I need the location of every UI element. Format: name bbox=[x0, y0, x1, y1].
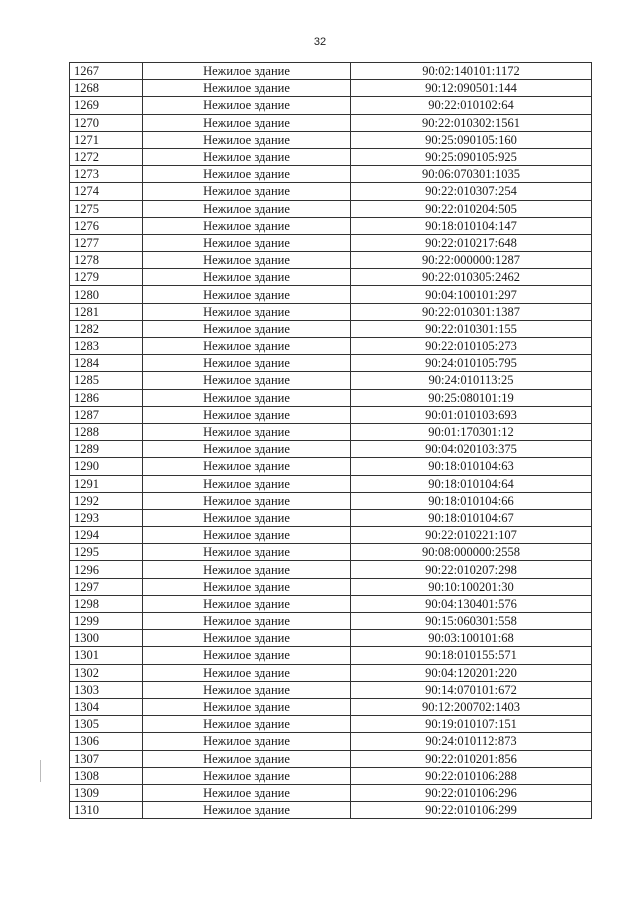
row-number-cell: 1300 bbox=[70, 630, 143, 647]
object-type-cell: Нежилое здание bbox=[143, 733, 351, 750]
row-number-cell: 1306 bbox=[70, 733, 143, 750]
table-row bbox=[70, 544, 592, 561]
cadastral-number-cell: 90:22:010102:64 bbox=[351, 97, 592, 114]
cadastral-number-cell: 90:22:010301:155 bbox=[351, 320, 592, 337]
object-type-cell: Нежилое здание bbox=[143, 630, 351, 647]
table-row bbox=[70, 458, 592, 475]
cadastral-number-cell: 90:02:140101:1172 bbox=[351, 63, 592, 80]
object-type-cell: Нежилое здание bbox=[143, 114, 351, 131]
object-type-cell: Нежилое здание bbox=[143, 664, 351, 681]
object-type-cell: Нежилое здание bbox=[143, 355, 351, 372]
cadastral-number-cell: 90:04:120201:220 bbox=[351, 664, 592, 681]
table-row bbox=[70, 561, 592, 578]
object-type-cell: Нежилое здание bbox=[143, 716, 351, 733]
row-number-cell: 1280 bbox=[70, 286, 143, 303]
table-row bbox=[70, 80, 592, 97]
table-row bbox=[70, 183, 592, 200]
row-number-cell: 1289 bbox=[70, 441, 143, 458]
cadastral-number-cell: 90:01:010103:693 bbox=[351, 406, 592, 423]
table-row bbox=[70, 784, 592, 801]
cadastral-number-cell: 90:22:010305:2462 bbox=[351, 269, 592, 286]
row-number-cell: 1291 bbox=[70, 475, 143, 492]
object-type-cell: Нежилое здание bbox=[143, 423, 351, 440]
object-type-cell: Нежилое здание bbox=[143, 269, 351, 286]
row-number-cell: 1305 bbox=[70, 716, 143, 733]
row-number-cell: 1304 bbox=[70, 698, 143, 715]
object-type-cell: Нежилое здание bbox=[143, 561, 351, 578]
object-type-cell: Нежилое здание bbox=[143, 750, 351, 767]
row-number-cell: 1272 bbox=[70, 148, 143, 165]
table-row bbox=[70, 698, 592, 715]
scan-edge-mark bbox=[40, 760, 41, 782]
cadastral-number-cell: 90:18:010104:147 bbox=[351, 217, 592, 234]
object-type-cell: Нежилое здание bbox=[143, 681, 351, 698]
cadastral-number-cell: 90:18:010155:571 bbox=[351, 647, 592, 664]
row-number-cell: 1297 bbox=[70, 578, 143, 595]
table-row bbox=[70, 630, 592, 647]
object-type-cell: Нежилое здание bbox=[143, 458, 351, 475]
table-row bbox=[70, 338, 592, 355]
table-row bbox=[70, 131, 592, 148]
table-row bbox=[70, 578, 592, 595]
row-number-cell: 1268 bbox=[70, 80, 143, 97]
object-type-cell: Нежилое здание bbox=[143, 784, 351, 801]
table-row bbox=[70, 320, 592, 337]
object-type-cell: Нежилое здание bbox=[143, 475, 351, 492]
table-row bbox=[70, 802, 592, 819]
row-number-cell: 1279 bbox=[70, 269, 143, 286]
row-number-cell: 1296 bbox=[70, 561, 143, 578]
object-type-cell: Нежилое здание bbox=[143, 527, 351, 544]
object-type-cell: Нежилое здание bbox=[143, 148, 351, 165]
cadastral-number-cell: 90:22:010217:648 bbox=[351, 234, 592, 251]
row-number-cell: 1271 bbox=[70, 131, 143, 148]
row-number-cell: 1282 bbox=[70, 320, 143, 337]
cadastral-number-cell: 90:06:070301:1035 bbox=[351, 166, 592, 183]
cadastral-number-cell: 90:12:200702:1403 bbox=[351, 698, 592, 715]
row-number-cell: 1274 bbox=[70, 183, 143, 200]
object-type-cell: Нежилое здание bbox=[143, 183, 351, 200]
table-row bbox=[70, 234, 592, 251]
cadastral-number-cell: 90:14:070101:672 bbox=[351, 681, 592, 698]
table-row bbox=[70, 200, 592, 217]
object-type-cell: Нежилое здание bbox=[143, 97, 351, 114]
object-type-cell: Нежилое здание bbox=[143, 389, 351, 406]
cadastral-number-cell: 90:22:010302:1561 bbox=[351, 114, 592, 131]
row-number-cell: 1308 bbox=[70, 767, 143, 784]
row-number-cell: 1276 bbox=[70, 217, 143, 234]
object-type-cell: Нежилое здание bbox=[143, 441, 351, 458]
row-number-cell: 1294 bbox=[70, 527, 143, 544]
row-number-cell: 1283 bbox=[70, 338, 143, 355]
table-row bbox=[70, 252, 592, 269]
row-number-cell: 1301 bbox=[70, 647, 143, 664]
table-row bbox=[70, 372, 592, 389]
cadastral-number-cell: 90:22:010106:299 bbox=[351, 802, 592, 819]
object-type-cell: Нежилое здание bbox=[143, 320, 351, 337]
table-row bbox=[70, 114, 592, 131]
table-row bbox=[70, 97, 592, 114]
row-number-cell: 1269 bbox=[70, 97, 143, 114]
table-row bbox=[70, 767, 592, 784]
cadastral-number-cell: 90:25:080101:19 bbox=[351, 389, 592, 406]
cadastral-number-cell: 90:22:010201:856 bbox=[351, 750, 592, 767]
object-type-cell: Нежилое здание bbox=[143, 698, 351, 715]
table-row bbox=[70, 441, 592, 458]
table-row bbox=[70, 406, 592, 423]
row-number-cell: 1287 bbox=[70, 406, 143, 423]
table-row bbox=[70, 389, 592, 406]
object-type-cell: Нежилое здание bbox=[143, 217, 351, 234]
row-number-cell: 1299 bbox=[70, 613, 143, 630]
object-type-cell: Нежилое здание bbox=[143, 303, 351, 320]
row-number-cell: 1285 bbox=[70, 372, 143, 389]
cadastral-number-cell: 90:18:010104:64 bbox=[351, 475, 592, 492]
row-number-cell: 1284 bbox=[70, 355, 143, 372]
table-row bbox=[70, 613, 592, 630]
object-type-cell: Нежилое здание bbox=[143, 252, 351, 269]
object-type-cell: Нежилое здание bbox=[143, 131, 351, 148]
table-row bbox=[70, 423, 592, 440]
property-table bbox=[69, 62, 592, 819]
cadastral-number-cell: 90:22:010106:296 bbox=[351, 784, 592, 801]
cadastral-number-cell: 90:24:010105:795 bbox=[351, 355, 592, 372]
row-number-cell: 1281 bbox=[70, 303, 143, 320]
table-row bbox=[70, 492, 592, 509]
cadastral-number-cell: 90:18:010104:67 bbox=[351, 509, 592, 526]
cadastral-number-cell: 90:04:020103:375 bbox=[351, 441, 592, 458]
table-row bbox=[70, 166, 592, 183]
cadastral-number-cell: 90:22:010301:1387 bbox=[351, 303, 592, 320]
object-type-cell: Нежилое здание bbox=[143, 166, 351, 183]
table-row bbox=[70, 716, 592, 733]
row-number-cell: 1290 bbox=[70, 458, 143, 475]
cadastral-number-cell: 90:08:000000:2558 bbox=[351, 544, 592, 561]
table-row bbox=[70, 269, 592, 286]
cadastral-number-cell: 90:24:010112:873 bbox=[351, 733, 592, 750]
cadastral-number-cell: 90:25:090105:160 bbox=[351, 131, 592, 148]
table-row bbox=[70, 681, 592, 698]
row-number-cell: 1293 bbox=[70, 509, 143, 526]
row-number-cell: 1275 bbox=[70, 200, 143, 217]
row-number-cell: 1273 bbox=[70, 166, 143, 183]
object-type-cell: Нежилое здание bbox=[143, 492, 351, 509]
object-type-cell: Нежилое здание bbox=[143, 406, 351, 423]
table-row bbox=[70, 750, 592, 767]
cadastral-number-cell: 90:01:170301:12 bbox=[351, 423, 592, 440]
cadastral-number-cell: 90:22:010106:288 bbox=[351, 767, 592, 784]
table-row bbox=[70, 63, 592, 80]
row-number-cell: 1278 bbox=[70, 252, 143, 269]
row-number-cell: 1298 bbox=[70, 595, 143, 612]
object-type-cell: Нежилое здание bbox=[143, 234, 351, 251]
object-type-cell: Нежилое здание bbox=[143, 802, 351, 819]
table-row bbox=[70, 475, 592, 492]
cadastral-number-cell: 90:04:130401:576 bbox=[351, 595, 592, 612]
table-row bbox=[70, 733, 592, 750]
object-type-cell: Нежилое здание bbox=[143, 286, 351, 303]
row-number-cell: 1310 bbox=[70, 802, 143, 819]
table-row bbox=[70, 217, 592, 234]
row-number-cell: 1302 bbox=[70, 664, 143, 681]
cadastral-number-cell: 90:25:090105:925 bbox=[351, 148, 592, 165]
page-number: 32 bbox=[313, 36, 327, 48]
row-number-cell: 1277 bbox=[70, 234, 143, 251]
row-number-cell: 1288 bbox=[70, 423, 143, 440]
object-type-cell: Нежилое здание bbox=[143, 372, 351, 389]
cadastral-number-cell: 90:03:100101:68 bbox=[351, 630, 592, 647]
table-body bbox=[70, 63, 592, 819]
table-row bbox=[70, 595, 592, 612]
row-number-cell: 1307 bbox=[70, 750, 143, 767]
object-type-cell: Нежилое здание bbox=[143, 647, 351, 664]
object-type-cell: Нежилое здание bbox=[143, 544, 351, 561]
table-row bbox=[70, 355, 592, 372]
object-type-cell: Нежилое здание bbox=[143, 338, 351, 355]
object-type-cell: Нежилое здание bbox=[143, 509, 351, 526]
object-type-cell: Нежилое здание bbox=[143, 578, 351, 595]
cadastral-number-cell: 90:18:010104:66 bbox=[351, 492, 592, 509]
object-type-cell: Нежилое здание bbox=[143, 63, 351, 80]
cadastral-number-cell: 90:22:010307:254 bbox=[351, 183, 592, 200]
cadastral-number-cell: 90:12:090501:144 bbox=[351, 80, 592, 97]
table-row bbox=[70, 664, 592, 681]
cadastral-number-cell: 90:19:010107:151 bbox=[351, 716, 592, 733]
object-type-cell: Нежилое здание bbox=[143, 613, 351, 630]
cadastral-number-cell: 90:22:010221:107 bbox=[351, 527, 592, 544]
cadastral-number-cell: 90:18:010104:63 bbox=[351, 458, 592, 475]
cadastral-number-cell: 90:22:010204:505 bbox=[351, 200, 592, 217]
object-type-cell: Нежилое здание bbox=[143, 767, 351, 784]
table-row bbox=[70, 527, 592, 544]
row-number-cell: 1303 bbox=[70, 681, 143, 698]
cadastral-number-cell: 90:24:010113:25 bbox=[351, 372, 592, 389]
cadastral-number-cell: 90:22:010207:298 bbox=[351, 561, 592, 578]
cadastral-number-cell: 90:10:100201:30 bbox=[351, 578, 592, 595]
row-number-cell: 1292 bbox=[70, 492, 143, 509]
cadastral-number-cell: 90:04:100101:297 bbox=[351, 286, 592, 303]
table-row bbox=[70, 148, 592, 165]
cadastral-number-cell: 90:22:000000:1287 bbox=[351, 252, 592, 269]
cadastral-number-cell: 90:15:060301:558 bbox=[351, 613, 592, 630]
table-row bbox=[70, 286, 592, 303]
row-number-cell: 1267 bbox=[70, 63, 143, 80]
object-type-cell: Нежилое здание bbox=[143, 595, 351, 612]
row-number-cell: 1309 bbox=[70, 784, 143, 801]
object-type-cell: Нежилое здание bbox=[143, 80, 351, 97]
cadastral-number-cell: 90:22:010105:273 bbox=[351, 338, 592, 355]
row-number-cell: 1295 bbox=[70, 544, 143, 561]
object-type-cell: Нежилое здание bbox=[143, 200, 351, 217]
row-number-cell: 1286 bbox=[70, 389, 143, 406]
row-number-cell: 1270 bbox=[70, 114, 143, 131]
table-row bbox=[70, 509, 592, 526]
table-row bbox=[70, 303, 592, 320]
table-row bbox=[70, 647, 592, 664]
